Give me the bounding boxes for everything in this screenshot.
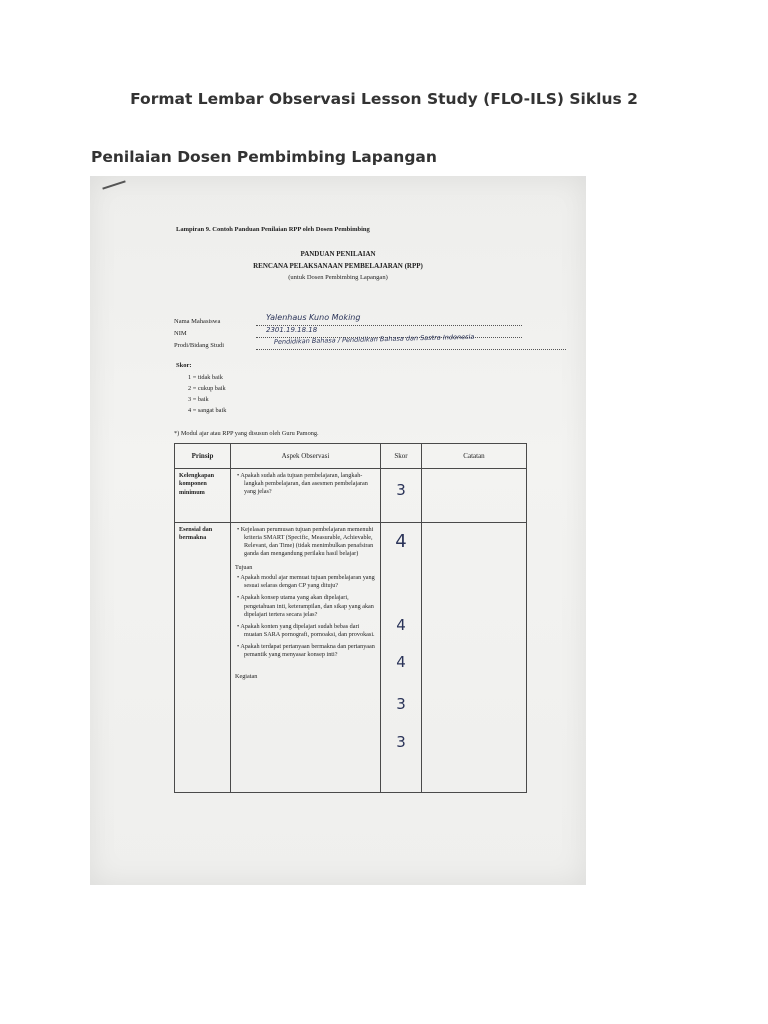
field-label-prodi: Prodi/Bidang Studi xyxy=(174,342,225,349)
skor-item: 3 = baik xyxy=(188,396,209,403)
field-label-nama: Nama Mahasiswa xyxy=(174,318,221,325)
aspek-bullet: • Apakah konten yang dipelajari sudah bebas dari muatan SARA pornografi, pornoaksi, dan provokasi. xyxy=(237,622,375,638)
skor-heading: Skor: xyxy=(176,362,192,369)
aspek-bullet: • Apakah terdapat pertanyaan bermakna dan pertanyaan pemantik yang menyasar konsep inti? xyxy=(237,642,375,658)
aspek-bullet: • Kejelasan perumusan tujuan pembelajaran memenuhi kriteria SMART (Specific, Measurable, Achievable, Relevant, dan Time) (tidak menimbulkan penafsiran ganda dan mengandung perilaku hasil belajar) xyxy=(237,526,374,558)
document-title: Format Lembar Observasi Lesson Study (FLO-ILS) Siklus 2 xyxy=(130,90,638,108)
skor-item: 1 = tidak baik xyxy=(188,374,223,381)
handwritten-score: 4 xyxy=(395,531,407,552)
handwritten-score: 3 xyxy=(396,733,406,751)
tujuan-heading: Tujuan xyxy=(235,564,253,572)
handwritten-score: 3 xyxy=(396,695,406,713)
aspek-cell xyxy=(231,469,381,523)
prinsip-cell: Esensial dan bermakna xyxy=(175,523,231,793)
catatan-cell xyxy=(422,523,527,793)
header-aspek: Aspek Observasi xyxy=(231,444,381,469)
skor-item: 4 = sangat baik xyxy=(188,407,227,414)
rubric-table xyxy=(174,443,527,793)
aspek-cell xyxy=(231,523,381,793)
table-header-row xyxy=(175,444,527,469)
panduan-title: PANDUAN PENILAIAN xyxy=(300,250,376,258)
skor-cell xyxy=(381,523,422,793)
catatan-cell xyxy=(422,469,527,523)
field-value-nama: Yalenhaus Kuno Moking xyxy=(266,313,361,322)
header-catatan: Catatan xyxy=(422,444,527,469)
aspek-bullet: • Apakah sudah ada tujuan pembelajaran, langkah-langkah pembelajaran, dan asesmen pembelajaran yang jelas? xyxy=(237,472,368,496)
pen-mark xyxy=(102,180,125,189)
skor-cell xyxy=(381,469,422,523)
field-label-nim: NIM xyxy=(174,330,187,337)
skor-item: 2 = cukup baik xyxy=(188,385,226,392)
form-subtitle: (untuk Dosen Pembimbing Lapangan) xyxy=(288,274,388,281)
handwritten-score: 4 xyxy=(396,653,406,671)
appendix-caption: Lampiran 9. Contoh Panduan Penilaian RPP oleh Dosen Pembimbing xyxy=(176,226,370,233)
table-row xyxy=(175,469,527,523)
aspek-bullet: • Apakah konsep utama yang akan dipelajari, pengetahuan inti, keterampilan, dan sikap yang akan dipelajari tertera secara jelas? xyxy=(237,594,374,618)
handwritten-score: 4 xyxy=(396,616,406,634)
kegiatan-heading: Kegiatan xyxy=(235,672,258,680)
header-prinsip: Prinsip xyxy=(175,444,231,469)
field-value-prodi: Pendidikan Bahasa / Pendidikan Bahasa dan Sastra Indonesia xyxy=(273,332,475,346)
handwritten-score: 3 xyxy=(396,481,406,499)
section-title: Penilaian Dosen Pembimbing Lapangan xyxy=(91,148,437,166)
footnote: *) Modul ajar atau RPP yang disusun oleh Guru Pamong. xyxy=(174,430,319,437)
aspek-bullet: • Apakah modul ajar memuat tujuan pembelajaran yang sesuai selaras dengan CP yang dituju? xyxy=(237,574,375,590)
table-row xyxy=(175,523,527,793)
rpp-title: RENCANA PELAKSANAAN PEMBELAJARAN (RPP) xyxy=(253,262,423,270)
prinsip-cell: Kelengkapan komponen minimum xyxy=(175,469,231,523)
scanned-document-image xyxy=(90,176,586,885)
field-value-nim: 2301.19.18.18 xyxy=(266,326,318,334)
header-skor: Skor xyxy=(381,444,422,469)
